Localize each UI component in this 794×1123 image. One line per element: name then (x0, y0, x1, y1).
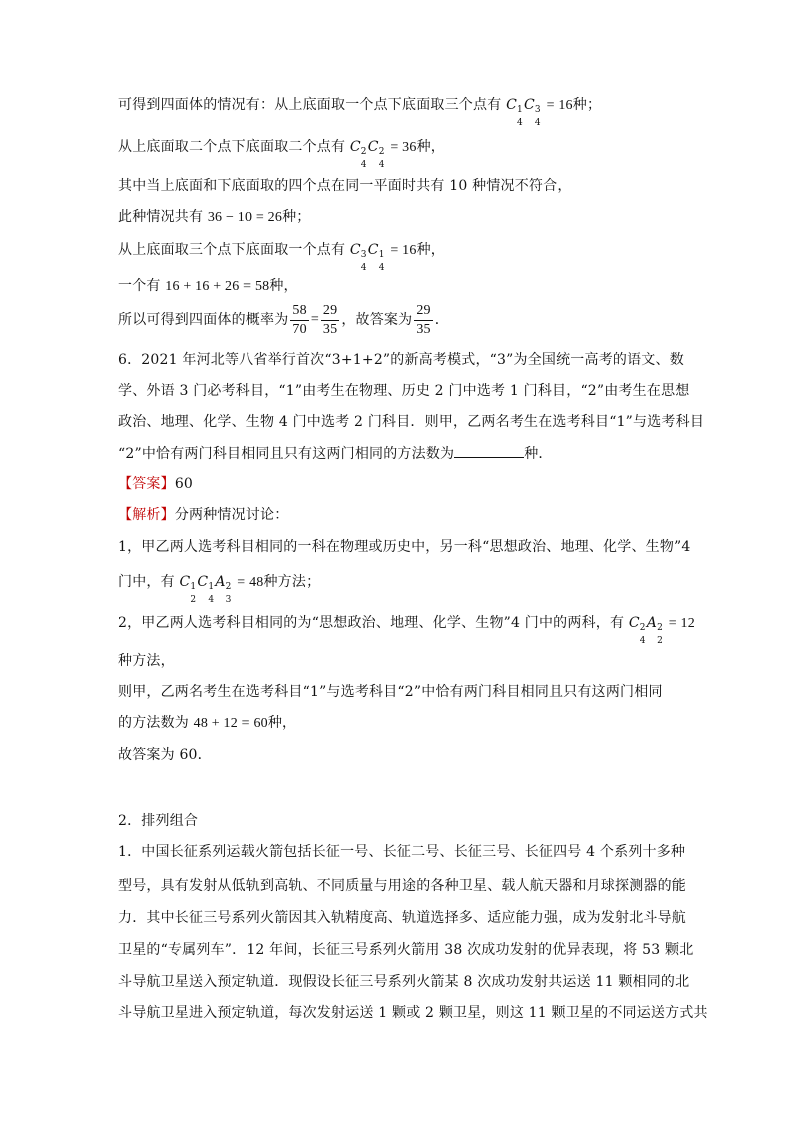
text: 从上底面取三个点下底面取一个点有 (118, 242, 346, 258)
text: 种； (572, 97, 602, 113)
text: 种方法； (263, 574, 321, 590)
solution-line (118, 613, 695, 646)
text: 种， (416, 139, 445, 155)
formula-value: = 12 (668, 616, 695, 631)
text: 门中，有 (118, 574, 175, 590)
fraction: $\frac{58}{70}$ (292, 302, 307, 337)
answer-blank (454, 443, 524, 458)
text: 种， (269, 278, 298, 294)
text: 一个有 (118, 278, 161, 294)
formula-value: 36 − 10 = 26 (207, 210, 283, 225)
text: 的方法数为 (118, 715, 189, 731)
formula-value: = 16 (390, 243, 417, 258)
text: 分两种情况讨论： (174, 507, 289, 523)
solution-line (118, 713, 296, 734)
text-line (118, 137, 445, 170)
text: ，故答案为 (341, 312, 413, 328)
text: 2，甲乙两人选考科目相同的为“思想政治、地理、化学、生物”4 门中的两科，有 (118, 615, 625, 631)
question-line: 政治、地理、化学、生物 4 门中选考 2 门科目．则甲，乙两名考生在选考科目“1”与选考科目 (118, 414, 705, 430)
equals-sign: = (310, 312, 319, 327)
solution-line: 1，甲乙两人选考科目相同的一科在物理或历史中，另一科“思想政治、地理、化学、生物”4 (118, 539, 691, 555)
solution-line: 种方法， (118, 653, 175, 669)
formula: C 1 4 C 3 4 (506, 97, 541, 128)
problem-line: 斗导航卫星送入预定轨道．现假设长征三号系列火箭某 8 次成功发射共运送 11 颗相同的北 (118, 974, 690, 990)
text: 种； (282, 209, 311, 225)
question-line: 学、外语 3 门必考科目，“1”由考生在物理、历史 2 门中选考 1 门科目，“2”由考生在思想 (118, 383, 690, 399)
formula: C 3 4 C 1 4 (349, 242, 385, 273)
problem-line: 力．其中长征三号系列火箭因其入轨精度高、轨道选择多、适应能力强，成为发射北斗导航 (118, 910, 686, 926)
text: 种， (416, 242, 445, 258)
solution-line (118, 572, 321, 605)
answer-line (118, 474, 193, 494)
text-line (118, 300, 449, 340)
solution-tag: 【解析】 (118, 507, 175, 523)
text: 可得到四面体的情况有：从上底面取一个点下底面取三个点有 (118, 97, 502, 113)
formula: C 2 4 A 2 2 (628, 615, 664, 646)
formula-value: = 36 (390, 140, 417, 155)
formula-value: = 48 (237, 575, 264, 590)
problem-line: 型号，具有发射从低轨到高轨、不同质量与用途的各种卫星、载人航天器和月球探测器的能 (118, 878, 686, 894)
problem-line: 斗导航卫星进入预定轨道，每次发射运送 1 颗或 2 颗卫星，则这 11 颗卫星的不同运送方式共 (118, 1005, 708, 1021)
text-line: 其中当上底面和下底面取的四个点在同一平面时共有 10 种情况不符合， (118, 178, 572, 194)
text-line (118, 276, 298, 297)
fraction: $\frac{29}{35}$ (322, 302, 338, 337)
text: 种， (267, 715, 297, 731)
text-line (118, 240, 445, 273)
solution-line (118, 505, 288, 525)
formula: C 1 2 C 1 4 A 2 3 (179, 574, 232, 605)
solution-line: 故答案为 60． (118, 747, 212, 763)
question-line (118, 443, 553, 464)
formula-value: 16 + 16 + 26 = 58 (165, 279, 270, 294)
formula: C 2 4 C 2 4 (349, 139, 385, 170)
problem-line: 卫星的“专属列车”．12 年间，长征三号系列火箭用 38 次成功发射的优异表现，将 53 颗北 (118, 942, 694, 958)
section-heading: 2．排列组合 (118, 813, 199, 829)
formula-value: = 16 (546, 98, 573, 113)
problem-line: 1．中国长征系列运载火箭包括长征一号、长征二号、长征三号、长征四号 4 个系列十多种 (118, 844, 686, 860)
question-line: 6．2021 年河北等八省举行首次“3+1+2”的新高考模式，“3”为全国统一高考的语文、数 (118, 352, 684, 368)
fraction: $\frac{29}{35}$ (416, 302, 431, 337)
text: ． (434, 312, 449, 328)
solution-line: 则甲，乙两名考生在选考科目“1”与选考科目“2”中恰有两门科目相同且只有这两门相同 (118, 684, 663, 700)
answer-tag: 【答案】 (118, 476, 175, 492)
answer-value: 60 (174, 476, 194, 492)
text-line (118, 95, 602, 128)
text-line (118, 207, 310, 228)
text: 种． (524, 446, 553, 462)
text: 所以可得到四面体的概率为 (118, 312, 289, 328)
formula-value: 48 + 12 = 60 (193, 716, 268, 731)
text: 此种情况共有 (118, 209, 204, 225)
text: “2”中恰有两门科目相同且只有这两门相同的方法数为 (118, 446, 455, 462)
text: 从上底面取二个点下底面取二个点有 (118, 139, 346, 155)
